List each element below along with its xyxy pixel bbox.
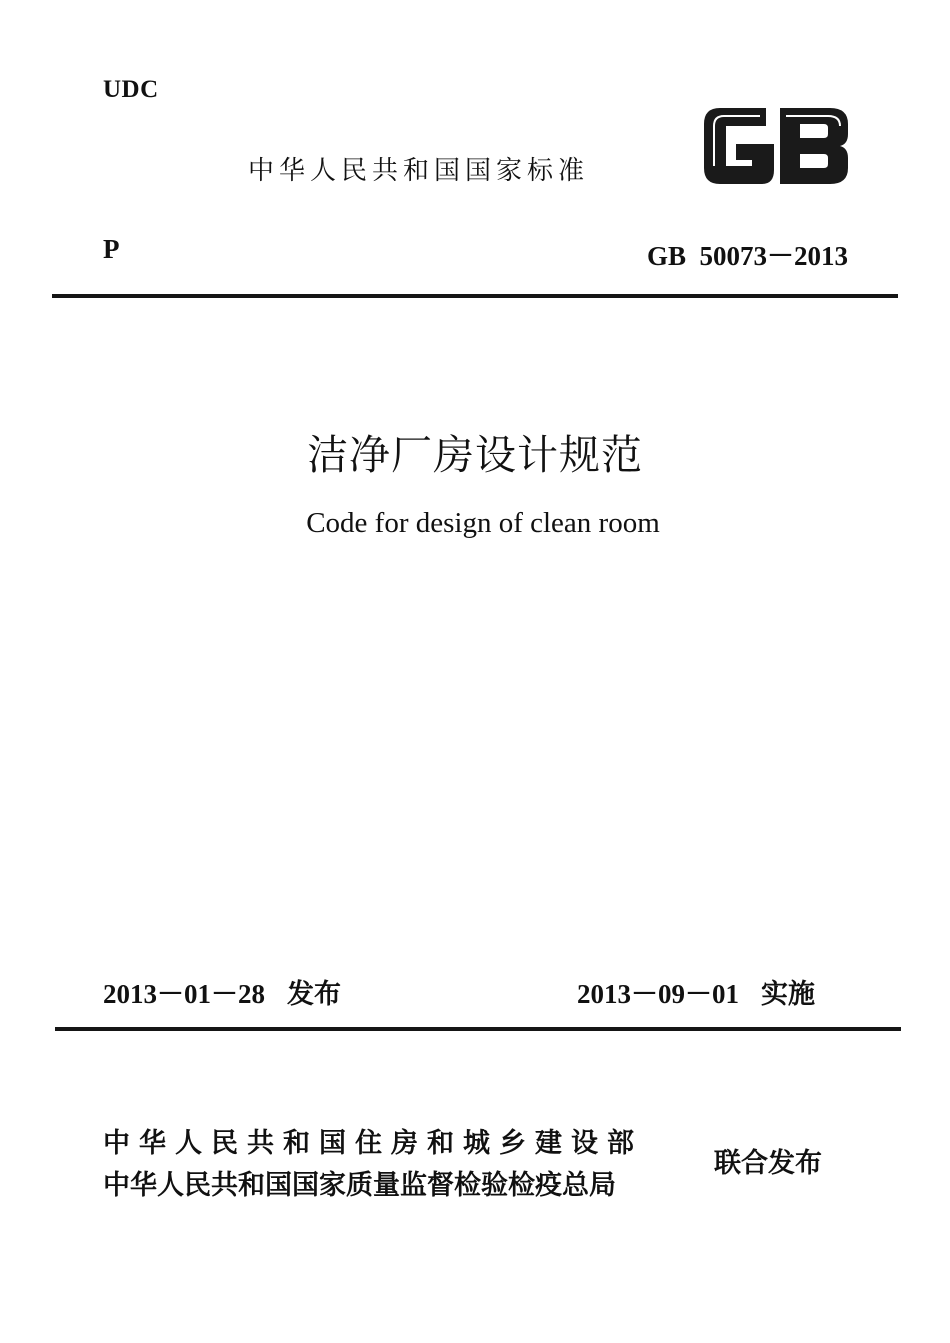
publisher-aqsiq: 中华人民共和国国家质量监督检验检疫总局 xyxy=(103,1170,616,1201)
udc-label: UDC xyxy=(103,76,159,103)
document-title-english: Code for design of clean room xyxy=(306,507,660,539)
publisher-ministry: 中华人民共和国住房和城乡建设部 xyxy=(103,1128,643,1159)
joint-publish-label: 联合发布 xyxy=(714,1148,822,1179)
issue-label: 发布 xyxy=(287,979,341,1010)
implement-label: 实施 xyxy=(761,979,815,1010)
issue-date-block xyxy=(103,972,341,1011)
classification-code: P xyxy=(103,234,120,264)
bottom-divider xyxy=(55,1027,901,1031)
implement-date: 2013－09－01 xyxy=(577,979,739,1009)
document-title-chinese: 洁净厂房设计规范 xyxy=(307,431,643,479)
top-divider xyxy=(52,294,898,298)
standard-number: GB 50073－2013 xyxy=(646,241,848,271)
gb-logo-icon xyxy=(700,104,852,188)
issue-date: 2013－01－28 xyxy=(103,979,265,1009)
standard-category: 中华人民共和国国家标准 xyxy=(248,156,590,186)
implement-date-block xyxy=(577,972,815,1011)
